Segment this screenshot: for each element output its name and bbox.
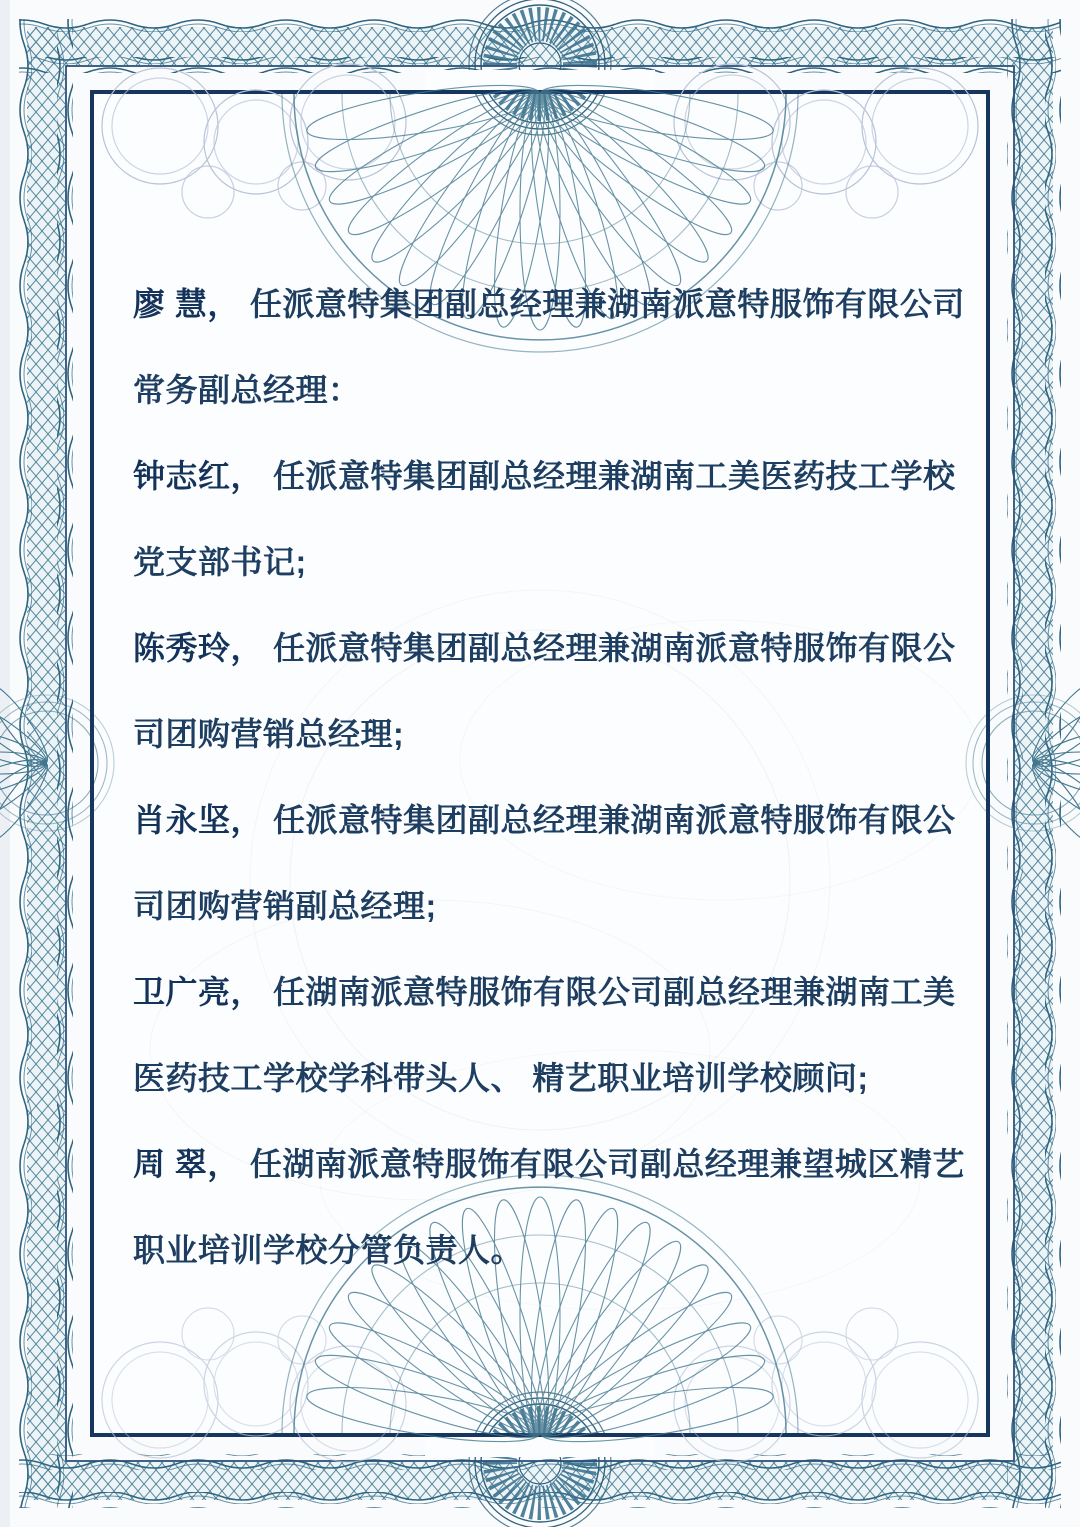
appointment-line [133, 603, 981, 689]
appointment-line-cont: 司团购营销总经理; [133, 716, 405, 752]
appointment-line [133, 1119, 981, 1205]
person-name: 廖 慧， [133, 286, 240, 322]
appointment-title: 任派意特集团副总经理兼湖南派意特服饰有限公 [273, 802, 956, 838]
person-name: 周 翠， [133, 1146, 240, 1182]
person-name: 钟志红， [133, 458, 264, 494]
appointment-line-cont: 党支部书记; [133, 544, 307, 580]
appointment-line [133, 431, 981, 517]
appointment-entry [133, 1119, 981, 1291]
appointment-line-cont: 职业培训学校分管负责人。 [133, 1232, 524, 1268]
appointment-line [133, 775, 981, 861]
appointment-entry [133, 603, 981, 775]
appointment-title: 任湖南派意特服饰有限公司副总经理兼湖南工美 [273, 974, 956, 1010]
appointment-line-cont: 医药技工学校学科带头人、 精艺职业培训学校顾问; [133, 1060, 869, 1096]
appointment-entry [133, 775, 981, 947]
appointment-entry [133, 431, 981, 603]
appointment-line [133, 947, 981, 1033]
appointment-line-cont: 司团购营销副总经理; [133, 888, 437, 924]
person-name: 陈秀玲， [133, 630, 264, 666]
appointment-title: 任派意特集团副总经理兼湖南派意特服饰有限公司 [249, 286, 965, 322]
appointment-line [133, 259, 981, 345]
person-name: 肖永坚， [133, 802, 264, 838]
appointment-entry [133, 259, 981, 431]
appointment-title: 任湖南派意特服饰有限公司副总经理兼望城区精艺 [249, 1146, 965, 1182]
appointments-text [133, 259, 981, 1291]
person-name: 卫广亮， [133, 974, 264, 1010]
appointment-line-cont: 常务副总经理： [133, 372, 361, 408]
appointment-title: 任派意特集团副总经理兼湖南工美医药技工学校 [273, 458, 956, 494]
appointment-entry [133, 947, 981, 1119]
appointment-title: 任派意特集团副总经理兼湖南派意特服饰有限公 [273, 630, 956, 666]
